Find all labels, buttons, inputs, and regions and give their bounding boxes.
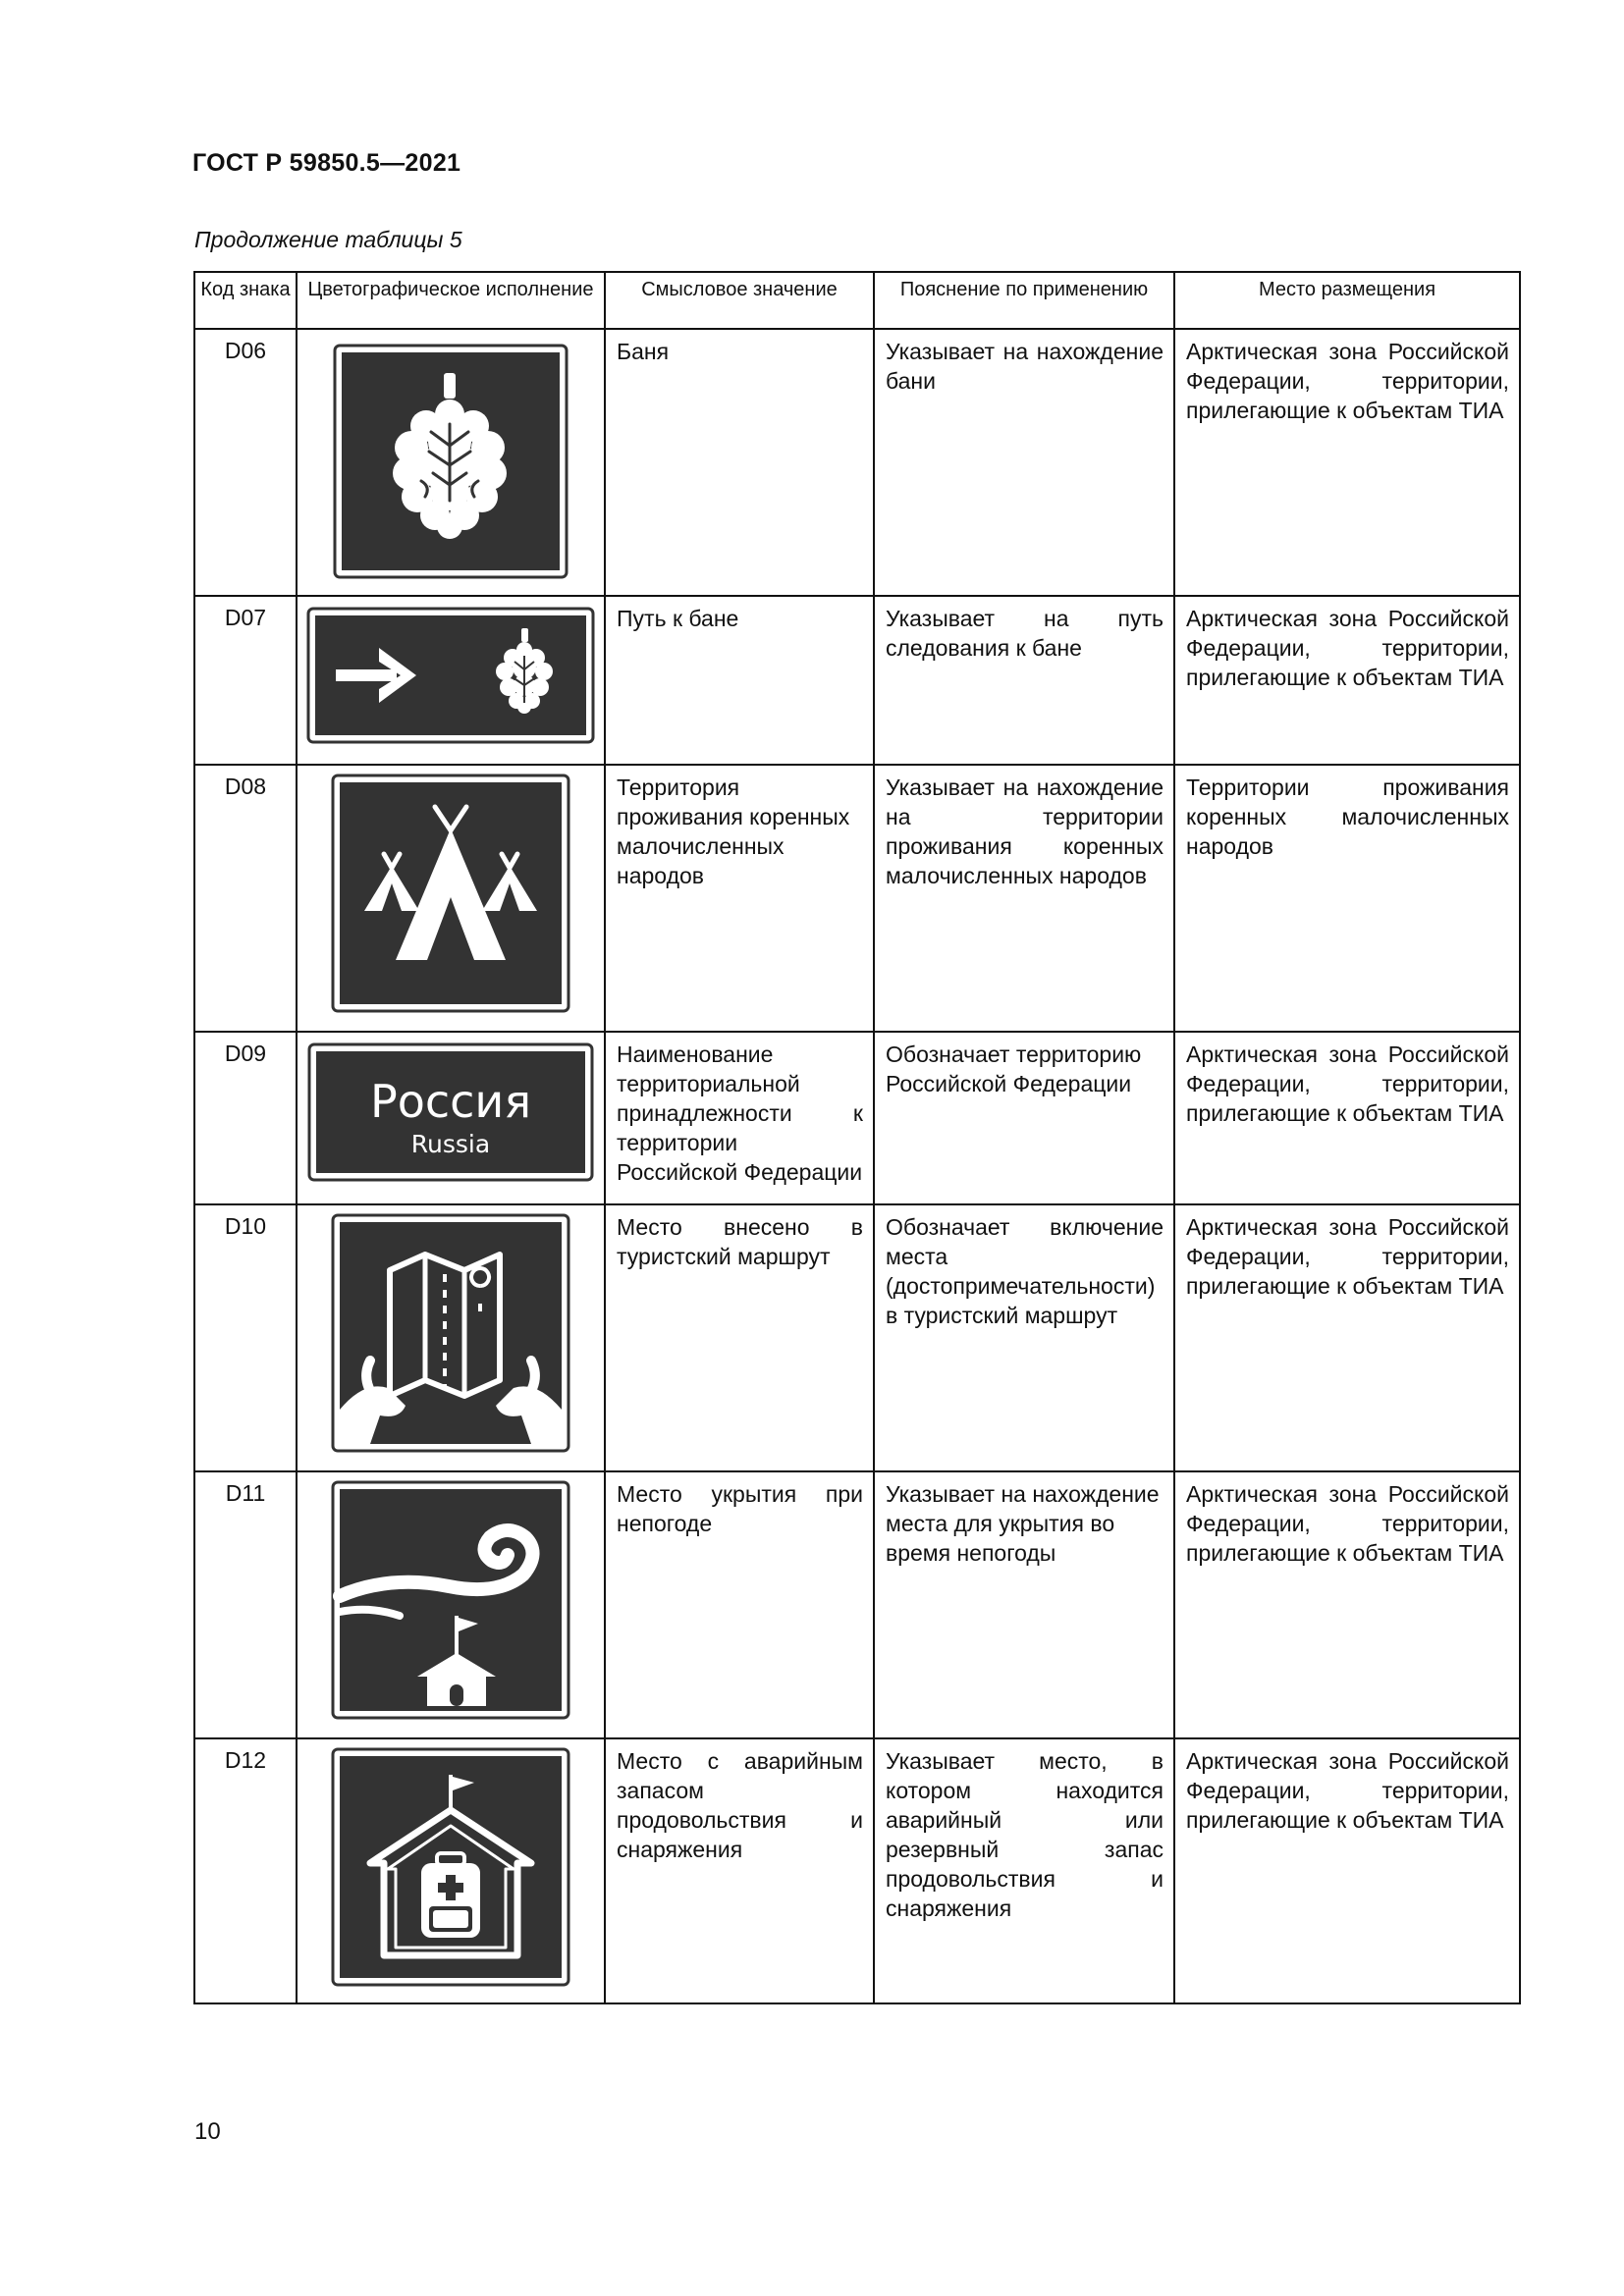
sign-placement: Арктическая зона Российской Федерации, территории, прилегающие к объектам ТИА — [1174, 1204, 1520, 1471]
table-row — [194, 596, 1520, 765]
sign-graphic-cell — [297, 765, 605, 1032]
sign-placement: Арктическая зона Российской Федерации, территории, прилегающие к объектам ТИА — [1174, 1471, 1520, 1738]
sign-meaning: Территория проживания коренных малочисленных народов — [605, 765, 874, 1032]
sauna-broom-icon — [333, 344, 568, 579]
sign-meaning: Место укрытия при непогоде — [605, 1471, 874, 1738]
table-row — [194, 329, 1520, 596]
sign-graphic-cell — [297, 1471, 605, 1738]
sign-code: D09 — [194, 1032, 297, 1204]
table-row — [194, 1738, 1520, 2003]
column-header-code: Код знака — [194, 272, 297, 329]
table-row — [194, 1204, 1520, 1471]
sign-placement: Территории проживания коренных малочисленных народов — [1174, 765, 1520, 1032]
sign-explanation: Указывает на нахождение места для укрытия во время непогоды — [874, 1471, 1174, 1738]
sign-explanation: Указывает на путь следования к бане — [874, 596, 1174, 765]
sign-meaning: Баня — [605, 329, 874, 596]
sign-code: D10 — [194, 1204, 297, 1471]
sign-text-sub: Russia — [410, 1130, 491, 1158]
table-row — [194, 1032, 1520, 1204]
emergency-supply-house-icon — [331, 1747, 570, 1987]
sign-code: D07 — [194, 596, 297, 765]
sign-explanation: Указывает на нахождение бани — [874, 329, 1174, 596]
table-row — [194, 1471, 1520, 1738]
sign-explanation: Указывает на нахождение на территории проживания коренных малочисленных народов — [874, 765, 1174, 1032]
sign-placement: Арктическая зона Российской Федерации, территории, прилегающие к объектам ТИА — [1174, 1738, 1520, 2003]
table-header-row — [194, 272, 1520, 329]
sign-graphic-cell — [297, 1738, 605, 2003]
column-header-placement: Место размещения — [1174, 272, 1520, 329]
sign-code: D06 — [194, 329, 297, 596]
page-number: 10 — [194, 2118, 221, 2145]
column-header-explanation: Пояснение по применению — [874, 272, 1174, 329]
sign-graphic-cell — [297, 329, 605, 596]
sign-meaning: Место внесено в туристский маршрут — [605, 1204, 874, 1471]
sign-meaning: Путь к бане — [605, 596, 874, 765]
sign-meaning: Место с аварийным запасом продовольствия и снаряжения — [605, 1738, 874, 2003]
column-header-meaning: Смысловое значение — [605, 272, 874, 329]
sign-graphic-cell — [297, 596, 605, 765]
russia-name-sign — [307, 1042, 594, 1182]
sign-placement: Арктическая зона Российской Федерации, территории, прилегающие к объектам ТИА — [1174, 1032, 1520, 1204]
sign-code: D11 — [194, 1471, 297, 1738]
sign-meaning: Наименование территориальной принадлежности к территории Российской Федерации — [605, 1032, 874, 1204]
map-in-hands-icon — [331, 1213, 570, 1453]
arrow-right-sauna-broom-icon — [306, 607, 595, 744]
sign-code: D12 — [194, 1738, 297, 2003]
tents-icon — [331, 774, 570, 1013]
table-caption: Продолжение таблицы 5 — [194, 227, 462, 252]
standard-title: ГОСТ Р 59850.5—2021 — [192, 149, 461, 177]
sign-placement: Арктическая зона Российской Федерации, территории, прилегающие к объектам ТИА — [1174, 329, 1520, 596]
sign-graphic-cell — [297, 1204, 605, 1471]
sign-graphic-cell — [297, 1032, 605, 1204]
sign-explanation: Указывает место, в котором находится аварийный или резервный запас продовольствия и снаряжения — [874, 1738, 1174, 2003]
signs-table — [193, 271, 1521, 2004]
storm-shelter-icon — [331, 1480, 570, 1720]
sign-explanation: Обозначает территорию Российской Федерации — [874, 1032, 1174, 1204]
table-row — [194, 765, 1520, 1032]
sign-text-main: Россия — [369, 1075, 532, 1128]
sign-code: D08 — [194, 765, 297, 1032]
sign-explanation: Обозначает включение места (достопримечательности) в туристский маршрут — [874, 1204, 1174, 1471]
column-header-graphics: Цветографическое исполнение — [297, 272, 605, 329]
backpack-icon — [421, 1853, 480, 1938]
sign-placement: Арктическая зона Российской Федерации, территории, прилегающие к объектам ТИА — [1174, 596, 1520, 765]
